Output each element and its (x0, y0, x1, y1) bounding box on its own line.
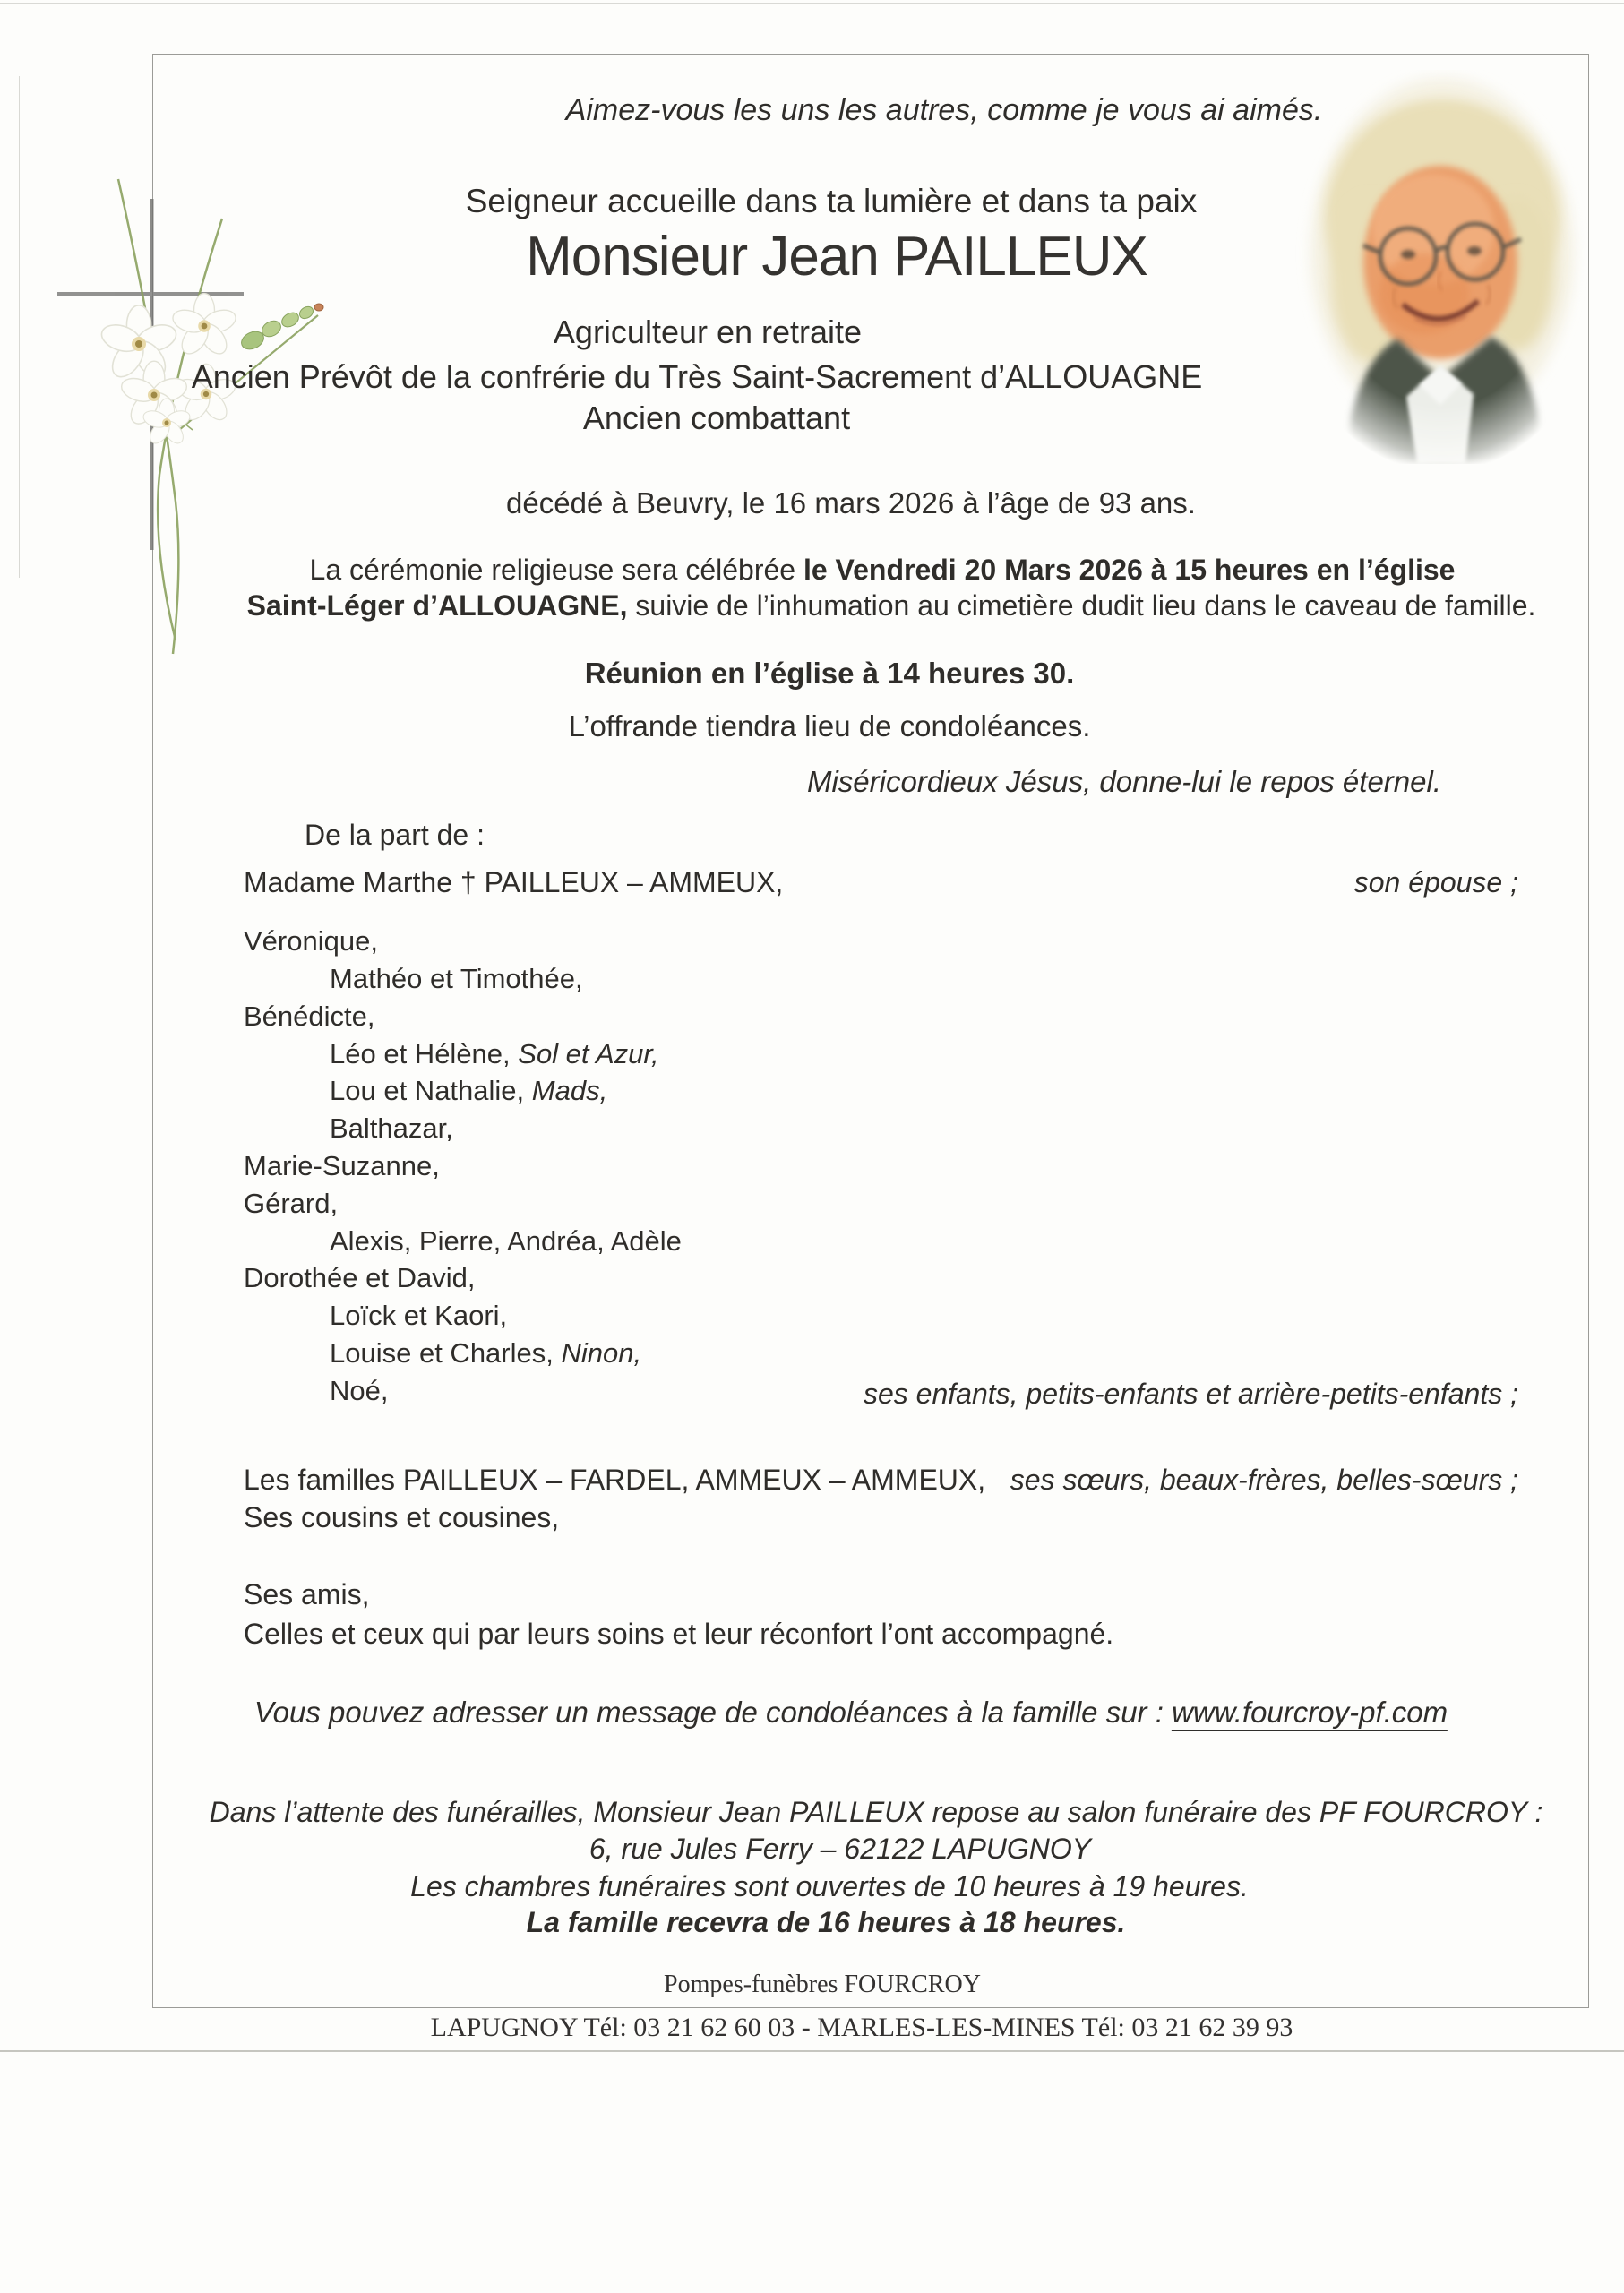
footer-phones: LAPUGNOY Tél: 03 21 62 60 03 - MARLES-LES-MINES Tél: 03 21 62 39 93 (430, 2013, 1293, 2042)
family-row (330, 1299, 507, 1334)
offering-line: L’offrande tiendra lieu de condoléances. (568, 709, 1091, 743)
family-intro: De la part de : (305, 819, 485, 851)
friends-line: Ses amis, (244, 1578, 370, 1610)
family-member-names: Léo et Hélène, (330, 1038, 519, 1069)
family-member-names: Dorothée et David, (244, 1262, 476, 1293)
memorial-cross-orchid-icon (0, 116, 376, 743)
family-member-names-italic: Sol et Azur, (518, 1038, 659, 1069)
family-member-names-italic: Ninon, (561, 1337, 642, 1369)
family-row (330, 1224, 682, 1259)
family-member-names: Lou et Nathalie, (330, 1075, 532, 1106)
family-member-names: Balthazar, (330, 1112, 453, 1144)
families-role: ses sœurs, beaux-frères, belles-sœurs ; (1010, 1464, 1518, 1496)
family-row (244, 1261, 475, 1296)
family-member-names: Véronique, (244, 925, 378, 957)
family-row (330, 962, 583, 997)
ceremony-line-1-bold: le Vendredi 20 Mars 2026 à 15 heures en l’église (803, 554, 1456, 586)
caregivers-line: Celles et ceux qui par leurs soins et leur réconfort l’ont accompagné. (244, 1618, 1114, 1650)
address-line: 6, rue Jules Ferry – 62122 LAPUGNOY (589, 1833, 1092, 1865)
families-line: Les familles PAILLEUX – FARDEL, AMMEUX – AMMEUX, (244, 1464, 986, 1496)
cousins-line: Ses cousins et cousines, (244, 1501, 560, 1533)
family-row (330, 1374, 388, 1409)
ceremony-line-2-regular: suivie de l’inhumation au cimetière dudit lieu dans le caveau de famille. (627, 589, 1536, 622)
prayer-line: Miséricordieux Jésus, donne-lui le repos éternel. (806, 765, 1442, 798)
scan-artifact-line-bottom (0, 2050, 1624, 2052)
ceremony-line-1-regular: La cérémonie religieuse sera célébrée (309, 554, 803, 586)
family-hours-line: La famille recevra de 16 heures à 18 heures. (526, 1906, 1126, 1938)
invocation-line: Seigneur accueille dans ta lumière et dans ta paix (465, 183, 1198, 219)
family-row (244, 1187, 338, 1222)
family-member-names: Louise et Charles, (330, 1337, 562, 1369)
ceremony-line-2 (247, 588, 1536, 623)
family-row (330, 1037, 659, 1072)
family-member-names: Loïck et Kaori, (330, 1300, 508, 1331)
ceremony-line-1 (310, 552, 1456, 588)
children-role: ses enfants, petits-enfants et arrière-petits-enfants ; (863, 1378, 1518, 1410)
family-member-names: Mathéo et Timothée, (330, 963, 583, 994)
deceased-title-3: Ancien combattant (582, 399, 851, 436)
footer-company: Pompes-funèbres FOURCROY (664, 1971, 981, 1998)
condolence-link[interactable]: www.fourcroy-pf.com (1172, 1696, 1448, 1731)
family-member-names-italic: Mads, (531, 1075, 608, 1106)
quote-line: Aimez-vous les uns les autres, comme je vous ai aimés. (565, 93, 1323, 127)
family-member-names: Marie-Suzanne, (244, 1150, 440, 1181)
condolence-text: Vous pouvez adresser un message de condoléances à la famille sur : (253, 1696, 1173, 1729)
death-notice: décédé à Beuvry, le 16 mars 2026 à l’âge de 93 ans. (506, 486, 1196, 520)
meeting-line: Réunion en l’église à 14 heures 30. (584, 657, 1075, 690)
spouse-role: son épouse ; (1353, 866, 1518, 898)
family-member-names: Alexis, Pierre, Andréa, Adèle (330, 1225, 682, 1257)
family-row (330, 1112, 453, 1146)
family-row (330, 1074, 607, 1109)
condolence-line (254, 1694, 1448, 1730)
family-row (330, 1336, 641, 1371)
ceremony-line-2-bold: Saint-Léger d’ALLOUAGNE, (246, 589, 628, 622)
family-row (244, 1000, 375, 1035)
deceased-name: Monsieur Jean PAILLEUX (526, 226, 1147, 288)
family-row (244, 1149, 440, 1184)
portrait-photo (1290, 70, 1594, 464)
family-row (244, 924, 378, 959)
spouse-name: Madame Marthe † PAILLEUX – AMMEUX, (244, 866, 784, 898)
family-member-names: Noé, (330, 1375, 389, 1406)
family-member-names: Gérard, (244, 1188, 339, 1219)
family-member-names: Bénédicte, (244, 1001, 375, 1032)
deceased-title-1: Agriculteur en retraite (553, 313, 863, 350)
hours-line: Les chambres funéraires sont ouvertes de 10 heures à 19 heures. (410, 1870, 1249, 1902)
scan-artifact-line-top (0, 3, 1624, 4)
deceased-title-2: Ancien Prévôt de la confrérie du Très Saint-Sacrement d’ALLOUAGNE (191, 358, 1203, 395)
repose-line: Dans l’attente des funérailles, Monsieur Jean PAILLEUX repose au salon funéraire des PF FOURCROY : (209, 1796, 1543, 1828)
